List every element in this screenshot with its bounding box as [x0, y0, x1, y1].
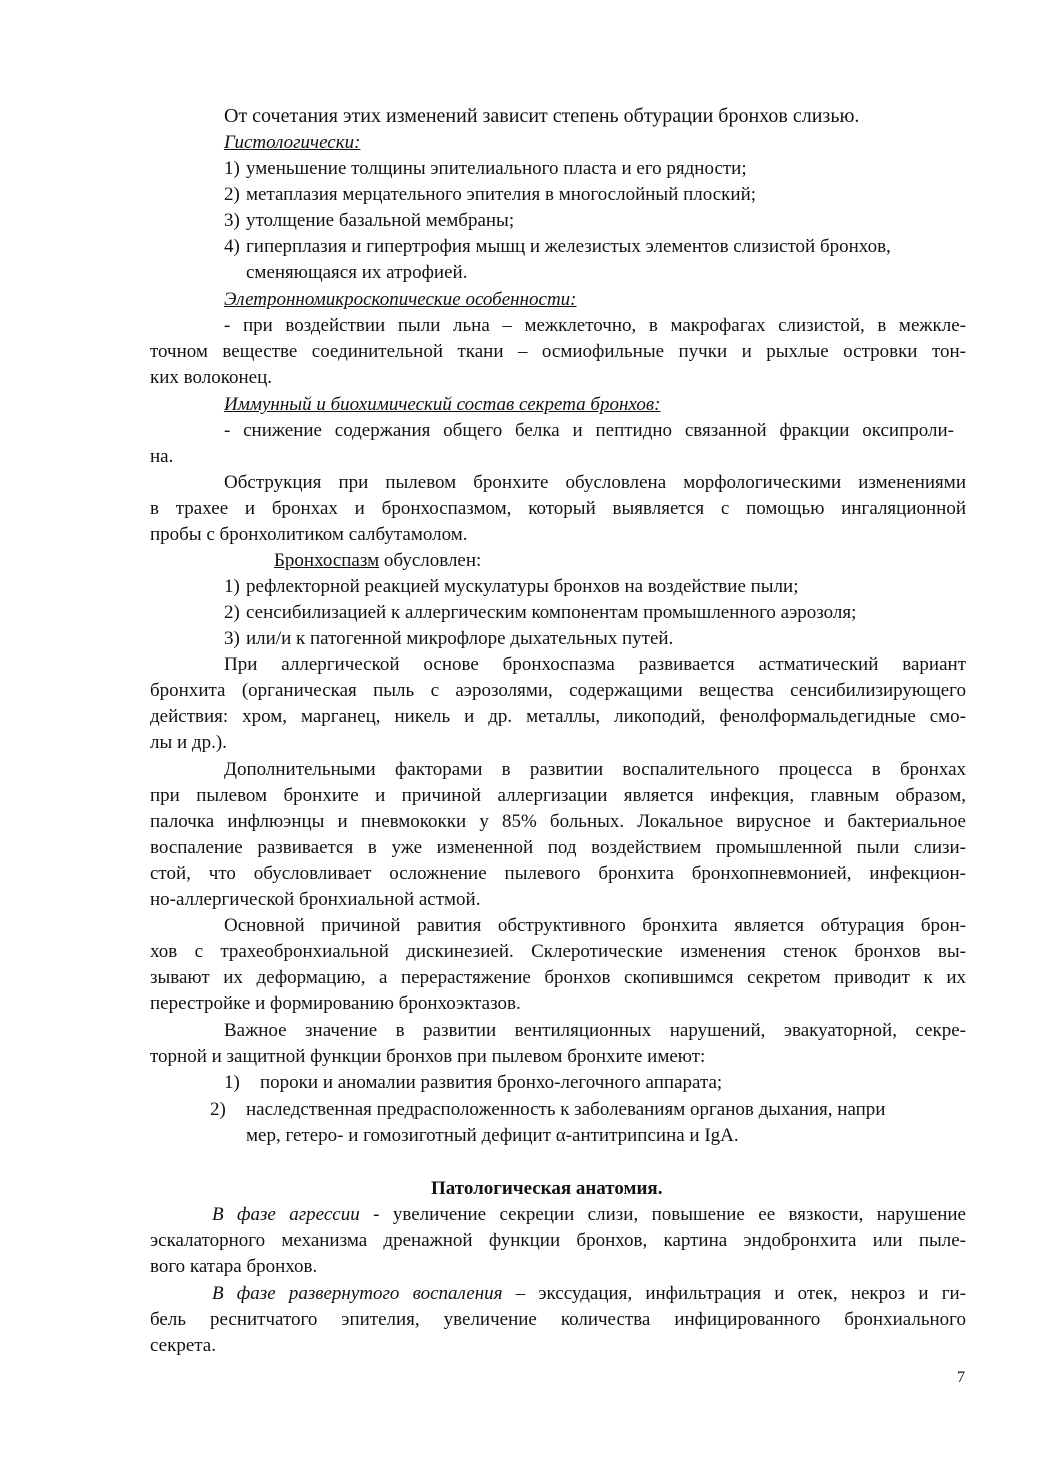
- paragraph-line: Дополнительными факторами в развитии воспалительного процесса в бронхах: [224, 759, 966, 780]
- paragraph-line: бронхита (органическая пыль с аэрозолями, содержащими вещества сенсибилизирующего: [150, 680, 966, 701]
- paragraph-line: стой, что обусловливает осложнение пылевого бронхита бронхопневмонией, инфекцион-: [150, 863, 966, 884]
- list-item: [224, 156, 747, 182]
- paragraph-line: [274, 548, 481, 574]
- list-marker: 3): [224, 210, 240, 231]
- list-marker: 2): [224, 184, 240, 205]
- list-item: [224, 208, 514, 234]
- list-item-text: уменьшение толщины эпителиального пласта и его рядности;: [246, 158, 747, 179]
- paragraph-line: ких волоконец.: [150, 367, 273, 388]
- paragraph-line: - при воздействии пыли льна – межклеточно, в макрофагах слизистой, в межкле-: [224, 315, 966, 336]
- section-heading: Элетронномикроскопические особенности:: [224, 289, 577, 310]
- paragraph-line: [212, 1281, 966, 1307]
- list-marker: 2): [210, 1099, 226, 1120]
- list-item-text: сенсибилизацией к аллергическим компонентам промышленного аэрозоля;: [246, 602, 857, 623]
- paragraph-line: воспаление развивается в уже измененной под воздействием промышленной пыли слизи-: [150, 837, 966, 858]
- paragraph-line: секрета.: [150, 1335, 216, 1356]
- list-item-text: или/и к патогенной микрофлоре дыхательных путей.: [246, 628, 674, 649]
- list-marker: 1): [224, 576, 240, 597]
- list-item: [224, 234, 891, 260]
- section-title: Патологическая анатомия.: [431, 1178, 663, 1199]
- paragraph-line: на.: [150, 446, 174, 467]
- paragraph-line: точном веществе соединительной ткани – осмиофильные пучки и рыхлые островки тон-: [150, 341, 966, 362]
- paragraph-line: - снижение содержания общего белка и пептидно связанной фракции оксипроли-: [224, 420, 954, 441]
- list-item-text: метаплазия мерцательного эпителия в многослойный плоский;: [246, 184, 757, 205]
- paragraph-text: - увеличение секреции слизи, повышение ее вязкости, нарушение: [359, 1204, 966, 1225]
- list-item-text: пороки и аномалии развития бронхо-легочного аппарата;: [260, 1072, 723, 1093]
- list-marker: 3): [224, 628, 240, 649]
- paragraph-line: перестройке и формированию бронхоэктазов.: [150, 993, 521, 1014]
- paragraph-line: Основной причиной равития обструктивного бронхита является обтурация брон-: [224, 915, 966, 936]
- list-item: [224, 626, 673, 652]
- list-marker: 1): [224, 158, 240, 179]
- list-item-continuation: сменяющаяся их атрофией.: [246, 262, 468, 283]
- paragraph-line: при пылевом бронхите и причиной аллергизации является инфекция, главным образом,: [150, 785, 966, 806]
- section-heading: Иммунный и биохимический состав секрета бронхов:: [224, 394, 661, 415]
- list-item-text: гиперплазия и гипертрофия мышц и железистых элементов слизистой бронхов,: [246, 236, 891, 257]
- paragraph-line: зывают их деформацию, а перерастяжение бронхов скопившимся секретом приводит к их: [150, 967, 966, 988]
- paragraph-text: – экссудация, инфильтрация и отек, некроз и ги-: [502, 1283, 967, 1304]
- paragraph-line: пробы с бронхолитиком салбутамолом.: [150, 524, 468, 545]
- phase-term: В фазе агрессии: [212, 1204, 360, 1225]
- list-item: [224, 574, 799, 600]
- paragraph-line: палочка инфлюэнцы и пневмококки у 85% больных. Локальное вирусное и бактериальное: [150, 811, 966, 832]
- paragraph-text: обусловлен:: [379, 550, 482, 571]
- section-heading: Гистологически:: [224, 132, 361, 153]
- list-item-text: наследственная предрасположенность к заболеваниям органов дыхания, напри: [246, 1099, 886, 1120]
- paragraph-line: хов с трахеобронхиальной дискинезией. Склеротические изменения стенок бронхов вы-: [150, 941, 966, 962]
- paragraph-line: бель реснитчатого эпителия, увеличение количества инфицированного бронхиального: [150, 1309, 966, 1330]
- list-marker: 2): [224, 602, 240, 623]
- list-item: [224, 600, 856, 626]
- paragraph-line: Обструкция при пылевом бронхите обусловлена морфологическими изменениями: [224, 472, 966, 493]
- paragraph-line: От сочетания этих изменений зависит степень обтурации бронхов слизью.: [224, 105, 860, 127]
- paragraph-line: действия: хром, марганец, никель и др. металлы, ликоподий, фенолформальдегидные смо-: [150, 706, 966, 727]
- list-item-text: рефлекторной реакцией мускулатуры бронхов на воздействие пыли;: [246, 576, 799, 597]
- list-marker: 1): [224, 1072, 240, 1093]
- page-number: 7: [957, 1369, 965, 1386]
- paragraph-line: При аллергической основе бронхоспазма развивается астматический вариант: [224, 654, 966, 675]
- list-item: [210, 1097, 885, 1123]
- list-item-continuation: мер, гетеро- и гомозиготный дефицит α-антитрипсина и IgA.: [246, 1125, 739, 1146]
- paragraph-line: но-аллергической бронхиальной астмой.: [150, 889, 481, 910]
- paragraph-line: эскалаторного механизма дренажной функции бронхов, картина эндобронхита или пыле-: [150, 1230, 966, 1251]
- list-item: [224, 1070, 722, 1096]
- paragraph-line: лы и др.).: [150, 732, 227, 753]
- phase-term: В фазе развернутого воспаления: [212, 1283, 503, 1304]
- paragraph-line: Важное значение в развитии вентиляционных нарушений, эвакуаторной, секре-: [224, 1020, 966, 1041]
- paragraph-line: [212, 1202, 966, 1228]
- paragraph-line: торной и защитной функции бронхов при пылевом бронхите имеют:: [150, 1046, 706, 1067]
- list-marker: 4): [224, 236, 240, 257]
- list-item: [224, 182, 756, 208]
- list-item-text: утолщение базальной мембраны;: [246, 210, 515, 231]
- paragraph-line: вого катара бронхов.: [150, 1256, 318, 1277]
- underlined-term: Бронхоспазм: [274, 550, 380, 571]
- paragraph-line: в трахее и бронхах и бронхоспазмом, который выявляется с помощью ингаляционной: [150, 498, 966, 519]
